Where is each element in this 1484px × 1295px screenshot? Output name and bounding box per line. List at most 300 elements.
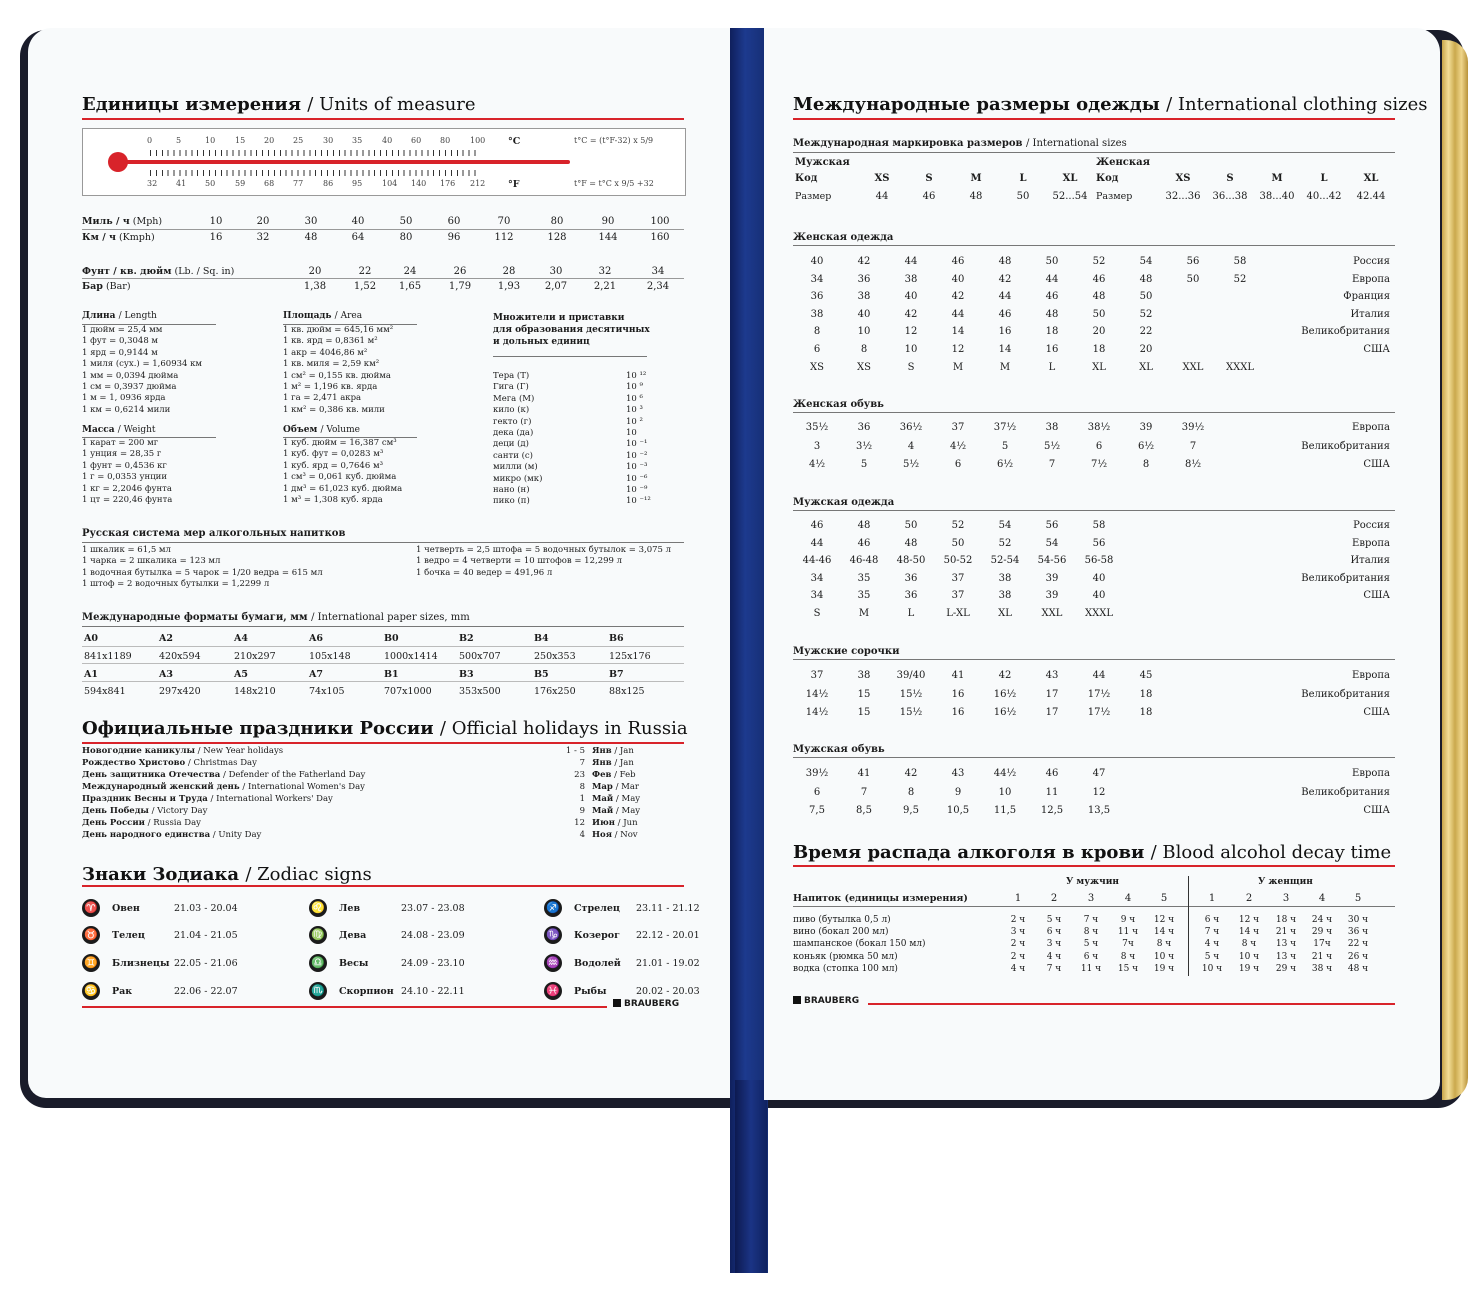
alcohol-measure: 1 шкалик = 61,5 мл [82,545,171,555]
women-clothes-cell: XL [1092,361,1106,373]
women-clothes-country: Великобритания [1301,326,1390,338]
men-clothes-cell: 36 [904,572,918,584]
zodiac-sign-dates: 20.02 - 20.03 [636,986,700,997]
women-clothes-cell: XS [810,361,824,373]
kmph-value: 64 [351,232,365,243]
intl-female-size: 42.44 [1356,191,1386,202]
paper-format-size: 250x353 [534,651,576,662]
area-line: 1 кв. дюйм = 645,16 мм² [283,325,394,335]
women-clothes-cell: 40 [810,256,824,267]
women-shoes-cell: 6½ [1137,440,1155,452]
men-decay-value: 10 ч [1153,951,1175,962]
men-shirts-cell: 14½ [805,688,829,700]
prefix-value: 10 [626,428,637,438]
holiday-day: 4 [579,830,585,840]
men-shirts-country: Великобритания [1301,688,1390,700]
men-clothes-cell: 52-54 [990,555,1020,567]
men-col-header: 5 [1160,893,1168,904]
kmph-value: 80 [399,232,413,243]
intl-male-size: 48 [969,191,983,202]
men-clothes-cell: 34 [810,572,824,584]
holiday-row: Новогодние каникулы / New Year holidays [82,746,284,756]
men-clothes-cell: 56 [1045,520,1059,531]
women-decay-value: 8 ч [1241,939,1257,950]
intl-male-size: 52...54 [1052,191,1088,202]
intl-female-size: 32...36 [1165,191,1201,202]
fahrenheit-tick-label: 59 [235,179,246,188]
intl-size-code: XL [1062,173,1078,184]
drink-name: шампанское (бокал 150 мл) [793,939,926,950]
women-clothes-cell: 48 [1092,291,1106,303]
intl-male-size: 46 [922,191,936,202]
psi-label: Фунт / кв. дюйм (Lb. / Sq. in) [82,266,235,277]
women-decay-value: 10 ч [1238,951,1260,962]
prefixes-rule [493,356,647,357]
celsius-tick-label: 60 [411,136,422,145]
men-shirts-title: Мужские сорочки [793,646,900,657]
men-shoes-cell: 42 [904,768,918,779]
women-clothes-cell: 6 [813,344,821,355]
zodiac-sign-icon: ♒ [544,954,562,972]
women-clothes-cell: 40 [904,291,918,303]
mass-line: 1 г = 0,0353 унции [82,472,167,483]
women-shoes-cell: 38½ [1087,422,1111,433]
men-shoes-cell: 10,5 [946,805,970,817]
women-shoes-cell: 6 [954,459,962,471]
women-decay-value: 29 ч [1275,963,1297,974]
men-clothes-cell: 46-48 [849,555,879,567]
women-shoes-cell: 7 [1189,440,1197,452]
women-clothes-country: Франция [1343,291,1390,303]
men-decay-value: 3 ч [1046,939,1062,950]
men-shirts-cell: 37 [810,670,824,681]
fahrenheit-tick-label: 50 [205,179,216,188]
zodiac-sign-dates: 24.10 - 22.11 [401,986,465,997]
intl-code-label-male: Код [795,173,818,184]
zodiac-sign-name: Рак [112,986,133,997]
gilded-page-edge [1442,40,1468,1100]
men-shirts-country: Европа [1352,670,1390,681]
zodiac-sign-name: Скорпион [339,986,394,997]
women-clothes-cell: 50 [1186,273,1200,285]
women-clothes-cell: M [999,361,1011,373]
men-decay-value: 2 ч [1010,939,1026,950]
women-clothes-cell: 8 [813,326,821,338]
women-clothes-cell: 44 [1045,273,1059,285]
men-shoes-cell: 13,5 [1087,805,1111,817]
alcohol-measure: 1 бочка = 40 ведер = 491,96 л [416,567,553,578]
men-shoes-cell: 44½ [993,768,1017,779]
length-line: 1 мм = 0,0394 дюйма [82,370,179,381]
zodiac-sign-dates: 22.12 - 20.01 [636,930,700,941]
mph-value: 50 [399,216,413,227]
prefix-value: 10 ⁶ [626,393,643,404]
zodiac-title: Знаки Зодиака / Zodiac signs [82,864,372,885]
women-shoes-cell: 39 [1139,422,1153,433]
women-shoes-cell: 5½ [902,459,920,471]
women-clothes-cell: 12 [904,326,918,338]
paper-format-name: B4 [534,633,549,644]
mph-value: 40 [351,216,365,227]
men-shoes-cell: 10 [998,786,1012,798]
holiday-month: Май / May [592,794,641,804]
men-clothes-rule [793,510,1395,511]
paper-format-name: A5 [234,669,248,680]
women-shoes-cell: 3 [813,440,821,452]
fahrenheit-tick-label: 212 [470,179,486,188]
holiday-month: Мар / Mar [592,782,639,792]
men-clothes-cell: 56 [1092,537,1106,549]
holiday-row: День Победы / Victory Day [82,806,208,816]
women-decay-value: 21 ч [1311,951,1333,962]
women-clothes-cell: 52 [1092,256,1106,267]
length-line: 1 км = 0,6214 мили [82,404,171,415]
intl-size-code: S [925,173,933,184]
paper-format-size: 148x210 [234,686,276,697]
volume-title: Объем / Volume [283,425,360,435]
women-label: У женщин [1258,877,1313,887]
holiday-row: День народного единства / Unity Day [82,830,262,840]
women-clothes-cell: 44 [998,291,1012,303]
women-clothes-cell: 22 [1139,326,1153,338]
mph-value: 10 [209,216,223,227]
prefix-value: 10 ⁻¹² [626,496,651,507]
mass-line: 1 унция = 28,35 г [82,449,162,460]
men-clothes-cell: 39 [1045,590,1059,602]
paper-format-name: A2 [159,633,173,644]
fahrenheit-tick-label: 95 [352,179,363,188]
men-clothes-cell: 58 [1092,520,1106,531]
length-title: Длина / Length [82,311,157,321]
paper-sizes-rule [82,626,684,627]
prefix-value: 10 ⁻¹ [626,439,648,450]
area-title: Площадь / Area [283,311,363,321]
men-shirts-cell: 17 [1045,688,1059,700]
women-clothes-cell: 14 [951,326,965,338]
women-clothes-cell: 48 [998,256,1012,267]
women-clothes-cell: 50 [1139,291,1153,303]
women-clothes-cell: 20 [1092,326,1106,338]
women-clothes-cell: 44 [904,256,918,267]
women-clothes-cell: 38 [857,291,871,303]
men-shirts-cell: 15 [857,688,871,700]
mph-label: Миль / ч (Mph) [82,216,163,227]
men-women-separator [1188,876,1189,976]
men-shirts-cell: 16 [951,688,965,700]
men-shirts-cell: 16½ [993,688,1017,700]
women-clothes-country: Италия [1350,308,1390,320]
holiday-month: Янв / Jan [592,746,634,756]
intl-size-code: S [1226,173,1234,184]
zodiac-sign-dates: 22.06 - 22.07 [174,986,238,997]
men-shoes-cell: 41 [857,768,871,779]
women-clothes-cell: L [1048,361,1056,373]
kmph-value: 112 [494,232,514,243]
paper-format-name: A7 [309,669,323,680]
prefix-value: 10 ⁻³ [626,462,648,473]
men-decay-value: 15 ч [1117,963,1139,974]
paper-format-name: A4 [234,633,248,644]
length-line: 1 м = 1, 0936 ярда [82,393,166,404]
men-clothes-cell: M [858,608,870,619]
kmph-label: Км / ч (Kmph) [82,232,155,243]
celsius-tick-label: 0 [147,136,153,145]
women-decay-value: 29 ч [1311,927,1333,938]
length-line: 1 см = 0,3937 дюйма [82,382,177,392]
women-shoes-cell: 3½ [855,440,873,452]
men-shirts-cell: 15½ [899,688,923,700]
women-decay-value: 7 ч [1204,927,1220,938]
paper-format-size: 74x105 [309,686,345,697]
mass-line: 1 цт = 220,46 фунта [82,495,173,505]
women-clothes-cell: 42 [857,256,871,267]
length-line: 1 миля (сух.) = 1,60934 км [82,359,203,370]
men-decay-value: 8 ч [1120,951,1136,962]
men-shirts-cell: 42 [998,670,1012,681]
prefix-value: 10 ⁻² [626,450,648,461]
psi-value: 20 [308,266,322,277]
men-shirts-cell: 41 [951,670,965,681]
paper-format-name: A6 [309,633,323,644]
paper-format-size: 420x594 [159,651,201,662]
celsius-tick-label: 40 [382,136,393,145]
fahrenheit-tick-label: 68 [264,179,275,188]
women-shoes-title: Женская обувь [793,399,884,410]
clothing-divider [793,118,1395,120]
women-clothes-cell: 18 [1045,326,1059,338]
women-shoes-cell: 7½ [1090,459,1108,471]
men-clothes-cell: 54 [998,520,1012,531]
men-clothes-cell: 54 [1045,537,1059,549]
mph-value: 30 [304,216,318,227]
zodiac-sign-name: Водолей [574,958,621,969]
kmph-value: 32 [256,232,270,243]
zodiac-sign-dates: 23.11 - 21.12 [636,903,700,914]
women-clothes-cell: 52 [1139,308,1153,320]
women-decay-value: 30 ч [1347,915,1369,925]
women-clothes-cell: 40 [951,273,965,285]
area-line: 1 га = 2,471 акра [283,393,362,404]
bar-value: 2,07 [544,281,568,292]
women-decay-value: 13 ч [1275,951,1297,962]
men-clothes-cell: 50 [951,537,965,549]
fahrenheit-tick-label: 77 [293,179,304,188]
men-shirts-cell: 18 [1139,707,1153,719]
drink-name: пиво (бутылка 0,5 л) [793,915,891,925]
zodiac-sign-icon: ♍ [309,926,327,944]
men-clothes-cell: 56-58 [1084,555,1114,567]
mass-title: Масса / Weight [82,425,156,435]
men-col-header: 2 [1050,893,1058,904]
women-shoes-cell: 5½ [1043,440,1061,452]
paper-format-size: 707x1000 [384,686,432,697]
pressure-divider [82,278,684,279]
prefix-name: милли (м) [493,462,538,473]
women-clothes-cell: 42 [951,291,965,303]
women-clothes-cell: 10 [857,326,871,338]
zodiac-sign-dates: 21.03 - 20.04 [174,903,238,914]
drink-header: Напиток (единицы измерения) [793,893,968,904]
celsius-tick-label: 15 [235,136,246,145]
intl-sizes-rule [793,152,1395,153]
prefix-name: Мега (М) [493,393,535,404]
zodiac-sign-name: Дева [339,930,367,941]
men-decay-value: 6 ч [1046,927,1062,938]
paper-format-size: 125x176 [609,651,651,662]
drink-name: коньяк (рюмка 50 мл) [793,951,898,962]
men-shoes-cell: 7 [860,786,868,798]
psi-value: 24 [403,266,417,277]
women-clothes-cell: 46 [1045,291,1059,303]
holiday-day: 9 [579,806,585,816]
men-shoes-rule [793,757,1395,758]
holiday-month: Фев / Feb [592,770,636,780]
men-shoes-cell: 9 [954,786,962,798]
intl-sizes-title: Международная маркировка размеров / International sizes [793,138,1127,149]
prefix-name: нано (н) [493,485,530,495]
men-decay-value: 4 ч [1046,951,1062,962]
women-clothes-cell: 46 [998,308,1012,320]
women-clothes-cell: XL [1139,361,1153,373]
women-clothes-cell: 16 [998,326,1012,338]
mph-value: 70 [497,216,511,227]
clothing-title: Международные размеры одежды / International clothing sizes [793,94,1428,115]
area-line: 1 см² = 0,155 кв. дюйма [283,370,391,381]
men-shirts-cell: 14½ [805,707,829,719]
brand-mark-icon [793,996,801,1004]
women-col-header: 5 [1354,893,1362,904]
men-clothes-cell: XL [998,608,1012,619]
zodiac-sign-icon: ♓ [544,982,562,1000]
left-footer-rule [82,1006,607,1008]
men-clothes-cell: 35 [857,590,871,602]
speed-divider [82,229,684,230]
men-decay-value: 11 ч [1117,927,1139,938]
women-shoes-cell: 5 [860,459,868,471]
women-clothes-cell: 46 [951,256,965,267]
psi-value: 34 [651,266,665,277]
men-shirts-cell: 15 [857,707,871,719]
zodiac-sign-dates: 24.09 - 23.10 [401,958,465,969]
women-decay-value: 36 ч [1347,927,1369,938]
women-decay-value: 26 ч [1347,951,1369,962]
paper-format-name: B0 [384,633,399,644]
paper-format-size: 88x125 [609,686,645,697]
alcohol-measure: 1 ведро = 4 четверти = 10 штофов = 12,299 л [416,556,623,567]
area-line: 1 кв. ярд = 0,8361 м² [283,336,378,347]
men-shoes-country: Великобритания [1301,786,1390,798]
holiday-day: 7 [579,758,585,768]
men-clothes-cell: 50-52 [943,555,973,567]
men-clothes-cell: 48 [904,537,918,549]
women-shoes-country: США [1363,459,1390,471]
women-clothes-cell: 50 [1045,256,1059,267]
paper-sizes-title: Международные форматы бумаги, мм / International paper sizes, mm [82,612,470,623]
mph-value: 60 [447,216,461,227]
men-decay-value: 9 ч [1120,915,1136,925]
men-clothes-cell: 39 [1045,572,1059,584]
men-shoes-cell: 11 [1045,786,1059,798]
prefix-name: деци (д) [493,439,529,450]
mph-value: 90 [601,216,615,227]
women-decay-value: 19 ч [1238,963,1260,974]
alcohol-measures-title: Русская система мер алкогольных напитков [82,528,346,539]
mph-value: 80 [550,216,564,227]
length-line: 1 ярд = 0,9144 м [82,347,158,358]
zodiac-sign-icon: ♊ [82,954,100,972]
men-decay-value: 7 ч [1046,963,1062,974]
women-shoes-cell: 38 [1045,422,1059,433]
men-shirts-cell: 18 [1139,688,1153,700]
zodiac-sign-icon: ♑ [544,926,562,944]
zodiac-sign-icon: ♐ [544,899,562,917]
men-clothes-cell: 52 [998,537,1012,549]
volume-line: 1 дм³ = 61,023 куб. дюйма [283,483,403,494]
men-clothes-cell: XXL [1041,608,1063,619]
paper-format-name: B7 [609,669,624,680]
alcohol-measures-rule [82,542,684,543]
bar-value: 1,65 [398,281,422,292]
prefix-name: Гига (Г) [493,382,529,393]
mph-value: 20 [256,216,270,227]
paper-format-size: 210x297 [234,651,276,662]
men-shirts-country: США [1363,707,1390,719]
drink-name: водка (стопка 100 мл) [793,963,898,974]
men-shirts-rule [793,659,1395,660]
women-decay-value: 22 ч [1347,939,1369,950]
women-decay-value: 38 ч [1311,963,1333,974]
prefix-value: 10 ⁻⁹ [626,485,648,495]
prefix-name: микро (мк) [493,473,543,484]
men-shirts-cell: 38 [857,670,871,681]
women-clothes-cell: 50 [1092,308,1106,320]
holiday-row: Международный женский день / International Women's Day [82,782,365,792]
holiday-month: Янв / Jan [592,758,634,768]
volume-line: 1 куб. дюйм = 16,387 см³ [283,438,397,448]
prefix-value: 10 ³ [626,405,643,416]
units-divider [82,118,684,120]
paper-format-name: B2 [459,633,474,644]
zodiac-sign-dates: 21.01 - 19.02 [636,958,700,969]
women-shoes-cell: 35½ [805,422,829,433]
kmph-value: 16 [209,232,223,243]
celsius-tick-label: 35 [352,136,363,145]
women-clothes-cell: 8 [860,344,868,355]
volume-line: 1 куб. фут = 0,0283 м³ [283,449,384,460]
thermometer-bar [118,160,570,164]
women-decay-value: 13 ч [1275,939,1297,950]
men-clothes-country: Европа [1352,537,1390,549]
men-decay-value: 7ч [1122,939,1134,950]
alcohol-measure: 1 штоф = 2 водочных бутылки = 1,2299 л [82,579,270,590]
prefix-name: дека (да) [493,428,534,438]
holiday-day: 8 [579,782,585,792]
men-decay-value: 5 ч [1083,939,1099,950]
psi-value: 22 [358,266,372,277]
intl-female-size: 36...38 [1212,191,1248,202]
intl-male-size: 44 [875,191,889,202]
women-col-header: 3 [1282,893,1290,904]
paper-format-name: A1 [84,669,98,680]
intl-size-code: L [1320,173,1328,184]
volume-line: 1 см³ = 0,061 куб. дюйма [283,472,397,483]
men-decay-value: 8 ч [1156,939,1172,950]
zodiac-sign-name: Козерог [574,930,620,941]
zodiac-sign-icon: ♌ [309,899,327,917]
celsius-tick-label: 80 [440,136,451,145]
prefixes-title: Множители и приставки для образования десятичных и дольных единиц [493,313,650,347]
men-clothes-cell: 46 [857,537,871,549]
